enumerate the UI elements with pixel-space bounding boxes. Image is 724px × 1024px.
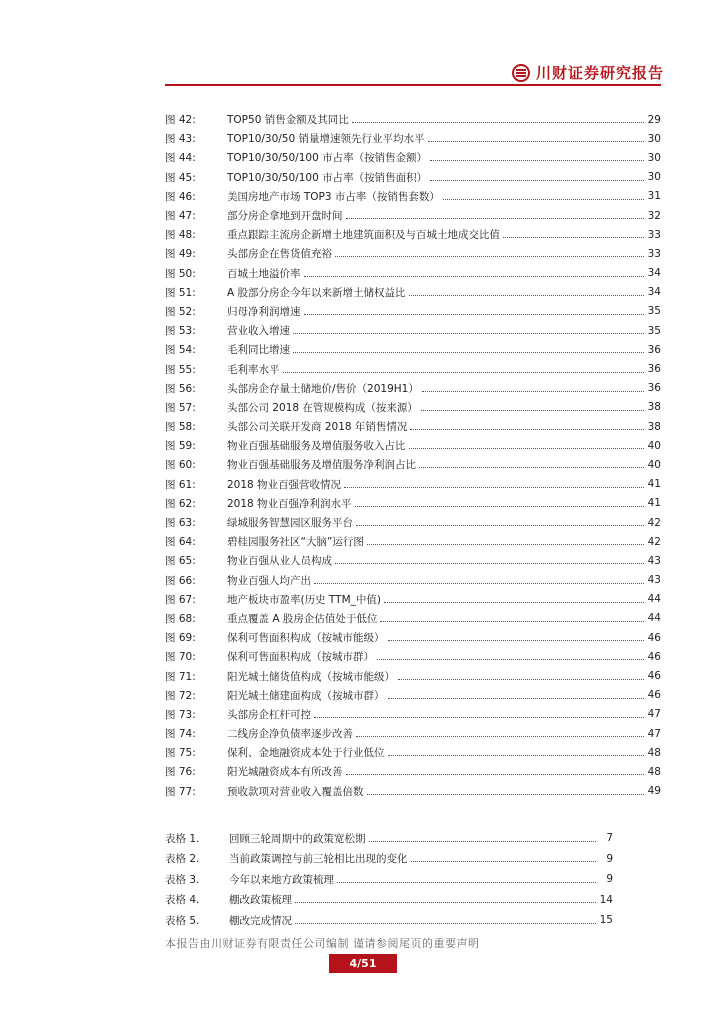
figure-entry[interactable]: [165, 340, 661, 359]
entry-page: 35: [647, 305, 661, 318]
entry-number: 图 49:: [165, 248, 196, 261]
entry-number: 图 65:: [165, 555, 196, 568]
entry-page: 35: [647, 324, 661, 337]
entry-title: 物业百强基础服务及增值服务净利润占比: [227, 459, 416, 472]
dot-leader: [443, 199, 644, 200]
entry-title: A 股部分房企今年以来新增土储权益比: [227, 286, 406, 299]
dot-leader: [409, 295, 644, 296]
entry-number: 图 59:: [165, 440, 196, 453]
figure-entry[interactable]: [165, 129, 661, 148]
entry-number: 表格 5.: [165, 914, 200, 927]
entry-page: 36: [647, 363, 661, 376]
entry-number: 表格 3.: [165, 873, 200, 886]
dot-leader: [398, 679, 644, 680]
table-entry[interactable]: [165, 828, 613, 849]
entry-page: 29: [647, 113, 661, 126]
figure-entry[interactable]: [165, 379, 661, 398]
brand-title: 川财证券研究报告: [536, 64, 665, 82]
entry-number: 表格 2.: [165, 853, 200, 866]
dot-leader: [293, 333, 644, 334]
dot-leader: [430, 180, 644, 181]
entry-number: 图 47:: [165, 210, 196, 223]
entry-title: 头部公司关联开发商 2018 年销售情况: [227, 421, 408, 434]
entry-number: 图 77:: [165, 785, 196, 798]
entry-number: 图 50:: [165, 267, 196, 280]
entry-title: TOP10/30/50 销量增速领先行业平均水平: [227, 133, 425, 146]
entry-number: 图 54:: [165, 344, 196, 357]
entry-title: 碧桂园服务社区“大脑”运行图: [227, 536, 364, 549]
entry-page: 46: [647, 689, 661, 702]
dot-leader: [293, 352, 644, 353]
entry-title: 物业百强基础服务及增值服务收入占比: [227, 440, 406, 453]
dot-leader: [503, 237, 644, 238]
dot-leader: [421, 410, 644, 411]
entry-number: 图 56:: [165, 382, 196, 395]
entry-number: 图 64:: [165, 536, 196, 549]
dot-leader: [411, 861, 597, 862]
entry-page: 48: [647, 765, 661, 778]
figure-entry[interactable]: [165, 168, 661, 187]
header-divider: [165, 84, 661, 86]
dot-leader: [367, 544, 644, 545]
table-entry[interactable]: [165, 849, 613, 870]
figure-entry[interactable]: [165, 225, 661, 244]
figure-entry[interactable]: [165, 417, 661, 436]
entry-page: 36: [647, 343, 661, 356]
entry-title: 2018 物业百强营收情况: [227, 478, 342, 491]
entry-title: 重点覆盖 A 股房企估值处于低位: [227, 612, 378, 625]
report-header: [512, 62, 664, 83]
entry-page: 43: [647, 554, 661, 567]
entry-title: 棚改完成情况: [229, 914, 292, 927]
entry-title: 头部房企存量土储地价/售价（2019H1）: [227, 382, 419, 395]
entry-number: 图 46:: [165, 190, 196, 203]
entry-page: 41: [647, 478, 661, 491]
dot-leader: [314, 583, 644, 584]
chuancai-logo-icon: [512, 64, 530, 82]
dot-leader: [337, 882, 596, 883]
entry-title: 头部公司 2018 在管规模构成（按来源）: [227, 401, 418, 414]
figure-entry[interactable]: [165, 283, 661, 302]
dot-leader: [314, 717, 644, 718]
entry-number: 表格 1.: [165, 832, 200, 845]
entry-title: TOP10/30/50/100 市占率（按销售金额）: [227, 152, 428, 165]
table-list: [165, 828, 613, 931]
entry-number: 图 75:: [165, 747, 196, 760]
entry-number: 图 66:: [165, 574, 196, 587]
figure-entry[interactable]: [165, 187, 661, 206]
dot-leader: [384, 602, 644, 603]
entry-page: 34: [647, 267, 661, 280]
figure-entry[interactable]: [165, 302, 661, 321]
entry-page: 38: [647, 401, 661, 414]
dot-leader: [304, 314, 645, 315]
dot-leader: [367, 794, 645, 795]
entry-title: TOP50 销售金额及其同比: [227, 114, 349, 127]
figure-list: [165, 110, 661, 801]
entry-title: 二线房企净负债率逐步改善: [227, 728, 353, 741]
figure-entry[interactable]: [165, 571, 661, 590]
entry-number: 图 58:: [165, 421, 196, 434]
dot-leader: [428, 141, 644, 142]
entry-title: 毛利同比增速: [227, 344, 290, 357]
entry-page: 33: [647, 247, 661, 260]
entry-page: 30: [647, 151, 661, 164]
entry-number: 图 61:: [165, 478, 196, 491]
dot-leader: [356, 736, 644, 737]
footer-disclaimer: 本报告由川财证券有限责任公司编制 谨请参阅尾页的重要声明: [165, 937, 480, 950]
entry-title: 头部房企杠杆可控: [227, 708, 311, 721]
entry-number: 图 43:: [165, 133, 196, 146]
figure-entry[interactable]: [165, 244, 661, 263]
entry-page: 9: [606, 852, 613, 865]
entry-page: 46: [647, 670, 661, 683]
dot-leader: [356, 525, 644, 526]
entry-title: 保利可售面积构成（按城市能级）: [227, 632, 385, 645]
entry-title: 预收款项对营业收入覆盖倍数: [227, 785, 364, 798]
figure-entry[interactable]: [165, 148, 661, 167]
entry-page: 33: [647, 228, 661, 241]
dot-leader: [304, 276, 645, 277]
dot-leader: [295, 923, 596, 924]
entry-page: 47: [647, 727, 661, 740]
dot-leader: [283, 372, 645, 373]
dot-leader: [410, 429, 644, 430]
entry-page: 41: [647, 497, 661, 510]
figure-entry[interactable]: [165, 264, 661, 283]
entry-title: 毛利率水平: [227, 363, 280, 376]
entry-title: 百城土地溢价率: [227, 267, 301, 280]
entry-title: 营业收入增速: [227, 325, 290, 338]
table-entry[interactable]: [165, 869, 613, 890]
entry-title: 阳光城融资成本有所改善: [227, 766, 343, 779]
entry-title: 今年以来地方政策梳理: [229, 873, 334, 886]
entry-number: 图 70:: [165, 651, 196, 664]
table-entry[interactable]: [165, 910, 613, 931]
entry-title: 头部房企在售货值充裕: [227, 248, 332, 261]
entry-number: 图 69:: [165, 632, 196, 645]
dot-leader: [409, 448, 645, 449]
entry-page: 15: [599, 914, 613, 927]
entry-page: 32: [647, 209, 661, 222]
figure-entry[interactable]: [165, 609, 661, 628]
entry-title: 地产板块市盈率(历史 TTM_中值): [227, 593, 381, 606]
entry-number: 图 57:: [165, 401, 196, 414]
entry-title: 物业百强从业人员构成: [227, 555, 332, 568]
entry-title: 美国房地产市场 TOP3 市占率（按销售套数）: [227, 190, 440, 203]
entry-title: 阳光城土储货值构成（按城市能级）: [227, 670, 395, 683]
dot-leader: [335, 563, 644, 564]
entry-page: 42: [647, 516, 661, 529]
entry-page: 44: [647, 612, 661, 625]
figure-entry[interactable]: [165, 321, 661, 340]
entry-page: 44: [647, 593, 661, 606]
figure-entry[interactable]: [165, 436, 661, 455]
figure-entry[interactable]: [165, 628, 661, 647]
entry-number: 图 76:: [165, 766, 196, 779]
entry-page: 14: [599, 893, 613, 906]
entry-number: 图 72:: [165, 689, 196, 702]
figure-entry[interactable]: [165, 724, 661, 743]
figure-entry[interactable]: [165, 513, 661, 532]
entry-page: 49: [647, 785, 661, 798]
figure-entry[interactable]: [165, 206, 661, 225]
entry-page: 47: [647, 708, 661, 721]
entry-page: 43: [647, 574, 661, 587]
entry-number: 图 67:: [165, 593, 196, 606]
entry-number: 图 45:: [165, 171, 196, 184]
entry-number: 图 68:: [165, 612, 196, 625]
figure-entry[interactable]: [165, 494, 661, 513]
figure-entry[interactable]: [165, 398, 661, 417]
dot-leader: [369, 841, 597, 842]
entry-number: 图 73:: [165, 708, 196, 721]
entry-number: 图 48:: [165, 229, 196, 242]
figure-entry[interactable]: [165, 455, 661, 474]
entry-page: 9: [606, 873, 613, 886]
entry-number: 图 42:: [165, 114, 196, 127]
entry-page: 40: [647, 458, 661, 471]
entry-title: 阳光城土储建面构成（按城市群）: [227, 689, 385, 702]
dot-leader: [344, 487, 644, 488]
entry-title: 棚改政策梳理: [229, 894, 292, 907]
entry-page: 40: [647, 439, 661, 452]
entry-page: 48: [647, 746, 661, 759]
entry-number: 图 62:: [165, 497, 196, 510]
entry-number: 表格 4.: [165, 894, 200, 907]
entry-page: 46: [647, 650, 661, 663]
figure-entry[interactable]: [165, 590, 661, 609]
entry-page: 34: [647, 286, 661, 299]
entry-title: 当前政策调控与前三轮相比出现的变化: [229, 853, 408, 866]
dot-leader: [346, 218, 645, 219]
entry-title: 部分房企拿地到开盘时间: [227, 210, 343, 223]
dot-leader: [335, 256, 644, 257]
entry-number: 图 60:: [165, 459, 196, 472]
entry-page: 7: [606, 832, 613, 845]
entry-title: 保利可售面积构成（按城市群）: [227, 651, 374, 664]
entry-title: 2018 物业百强净利润水平: [227, 497, 352, 510]
entry-title: 绿城服务智慧园区服务平台: [227, 517, 353, 530]
entry-title: 物业百强人均产出: [227, 574, 311, 587]
page-number: 4/51: [329, 954, 397, 973]
entry-page: 46: [647, 631, 661, 644]
entry-number: 图 53:: [165, 325, 196, 338]
dot-leader: [346, 774, 645, 775]
entry-number: 图 51:: [165, 286, 196, 299]
entry-page: 42: [647, 535, 661, 548]
figure-entry[interactable]: [165, 762, 661, 781]
figure-entry[interactable]: [165, 705, 661, 724]
entry-title: 回顾三轮周期中的政策宽松期: [229, 832, 366, 845]
dot-leader: [388, 698, 645, 699]
entry-title: 保利、金地融资成本处于行业低位: [227, 747, 385, 760]
entry-title: TOP10/30/50/100 市占率（按销售面积）: [227, 171, 428, 184]
entry-number: 图 55:: [165, 363, 196, 376]
dot-leader: [295, 902, 596, 903]
entry-title: 重点跟踪主流房企新增土地建筑面积及与百城土地成交比值: [227, 229, 500, 242]
figure-entry[interactable]: [165, 359, 661, 378]
figure-entry[interactable]: [165, 647, 661, 666]
dot-leader: [430, 160, 644, 161]
figure-entry[interactable]: [165, 686, 661, 705]
entry-number: 图 74:: [165, 728, 196, 741]
entry-page: 31: [647, 190, 661, 203]
dot-leader: [380, 621, 644, 622]
dot-leader: [388, 640, 645, 641]
figure-entry[interactable]: [165, 743, 661, 762]
entry-number: 图 52:: [165, 305, 196, 318]
dot-leader: [377, 659, 644, 660]
dot-leader: [388, 755, 645, 756]
entry-number: 图 71:: [165, 670, 196, 683]
figure-entry[interactable]: [165, 110, 661, 129]
figure-entry[interactable]: [165, 666, 661, 685]
entry-title: 归母净利润增速: [227, 305, 301, 318]
entry-page: 36: [647, 382, 661, 395]
dot-leader: [422, 391, 644, 392]
entry-number: 图 44:: [165, 152, 196, 165]
dot-leader: [352, 122, 644, 123]
entry-number: 图 63:: [165, 517, 196, 530]
dot-leader: [355, 506, 644, 507]
figure-entry[interactable]: [165, 551, 661, 570]
entry-page: 30: [647, 132, 661, 145]
dot-leader: [419, 467, 644, 468]
entry-page: 38: [647, 420, 661, 433]
figure-entry[interactable]: [165, 475, 661, 494]
entry-page: 30: [647, 171, 661, 184]
figure-entry[interactable]: [165, 782, 661, 801]
figure-entry[interactable]: [165, 532, 661, 551]
table-entry[interactable]: [165, 890, 613, 911]
